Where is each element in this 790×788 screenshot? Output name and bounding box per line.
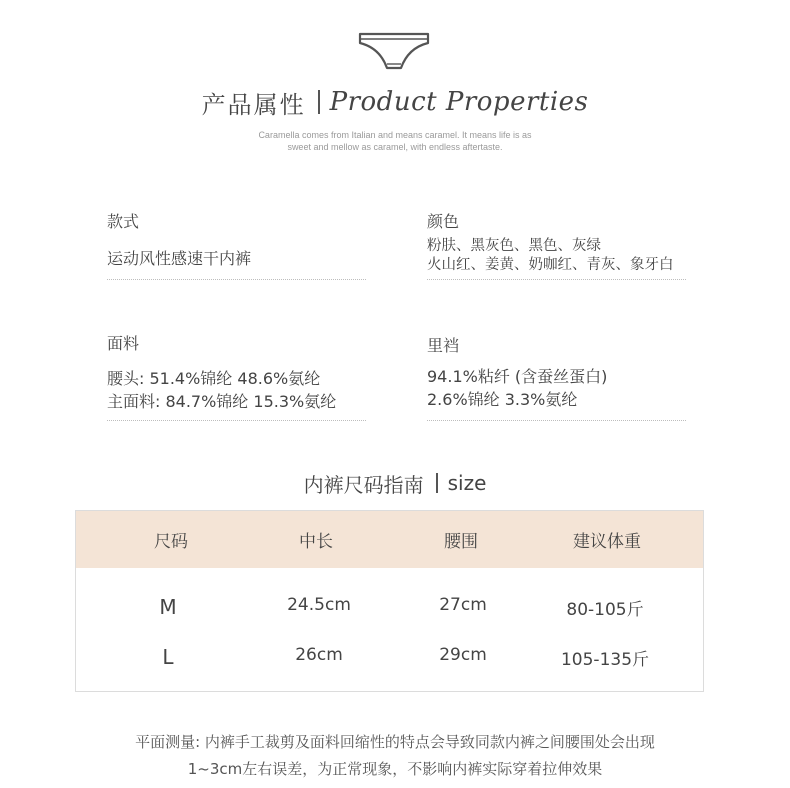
header-weight: 建议体重 — [573, 532, 641, 552]
size-guide-title — [0, 468, 790, 498]
cell-length: 26cm — [295, 645, 343, 665]
size-title-english: size — [447, 471, 487, 495]
header-length: 中长 — [299, 532, 333, 552]
property-value-line-1: 94.1%粘纤 (含蚕丝蛋白) — [427, 367, 608, 386]
size-table — [75, 510, 704, 692]
cell-size: M — [159, 595, 177, 619]
property-value-line-2: 火山红、姜黄、奶咖红、青灰、象牙白 — [427, 257, 674, 273]
cell-weight: 105-135斤 — [560, 650, 650, 670]
title-english: Product Properties — [329, 87, 589, 117]
dotted-divider — [427, 420, 686, 421]
tagline-line-2: sweet and mellow as caramel, with endless aftertaste. — [287, 142, 503, 152]
cell-size: L — [162, 645, 174, 669]
property-value-line-1: 腰头: 51.4%锦纶 48.6%氨纶 — [107, 369, 321, 388]
property-label: 面料 — [107, 334, 140, 353]
cell-length: 24.5cm — [287, 595, 351, 615]
property-value-line-2: 主面料: 84.7%锦纶 15.3%氨纶 — [107, 392, 337, 411]
underwear-icon — [356, 30, 432, 72]
property-value: 运动风性感速干内裤 — [107, 249, 252, 268]
property-fabric — [107, 333, 336, 413]
title-chinese: 产品属性 — [201, 90, 306, 119]
measurement-note-line-2: 1~3cm左右误差，为正常现象，不影响内裤实际穿着拉伸效果 — [187, 760, 603, 778]
header-waist: 腰围 — [444, 532, 478, 552]
title-divider — [318, 90, 320, 114]
property-label: 款式 — [107, 212, 140, 231]
property-color — [427, 211, 674, 275]
cell-waist: 27cm — [439, 595, 487, 615]
dotted-divider — [427, 279, 686, 280]
measurement-note-line-1: 平面测量: 内裤手工裁剪及面料回缩性的特点会导致同款内裤之间腰围处会出现 — [135, 733, 655, 751]
property-value-line-2: 2.6%锦纶 3.3%氨纶 — [427, 390, 578, 409]
title-divider — [436, 473, 438, 493]
cell-weight: 80-105斤 — [566, 600, 644, 620]
section-title — [0, 80, 790, 124]
property-label: 里裆 — [427, 336, 460, 355]
cell-waist: 29cm — [439, 645, 487, 665]
property-label: 颜色 — [427, 212, 460, 231]
size-title-chinese: 内裤尺码指南 — [303, 472, 424, 497]
property-style — [107, 211, 251, 270]
property-crotch-lining — [427, 335, 607, 411]
table-header — [76, 511, 703, 568]
tagline-line-1: Caramella comes from Italian and means caramel. It means life is as — [258, 130, 532, 140]
header-size: 尺码 — [154, 532, 188, 552]
dotted-divider — [107, 279, 366, 280]
property-value-line-1: 粉肤、黑灰色、黑色、灰绿 — [427, 238, 601, 254]
dotted-divider — [107, 420, 366, 421]
